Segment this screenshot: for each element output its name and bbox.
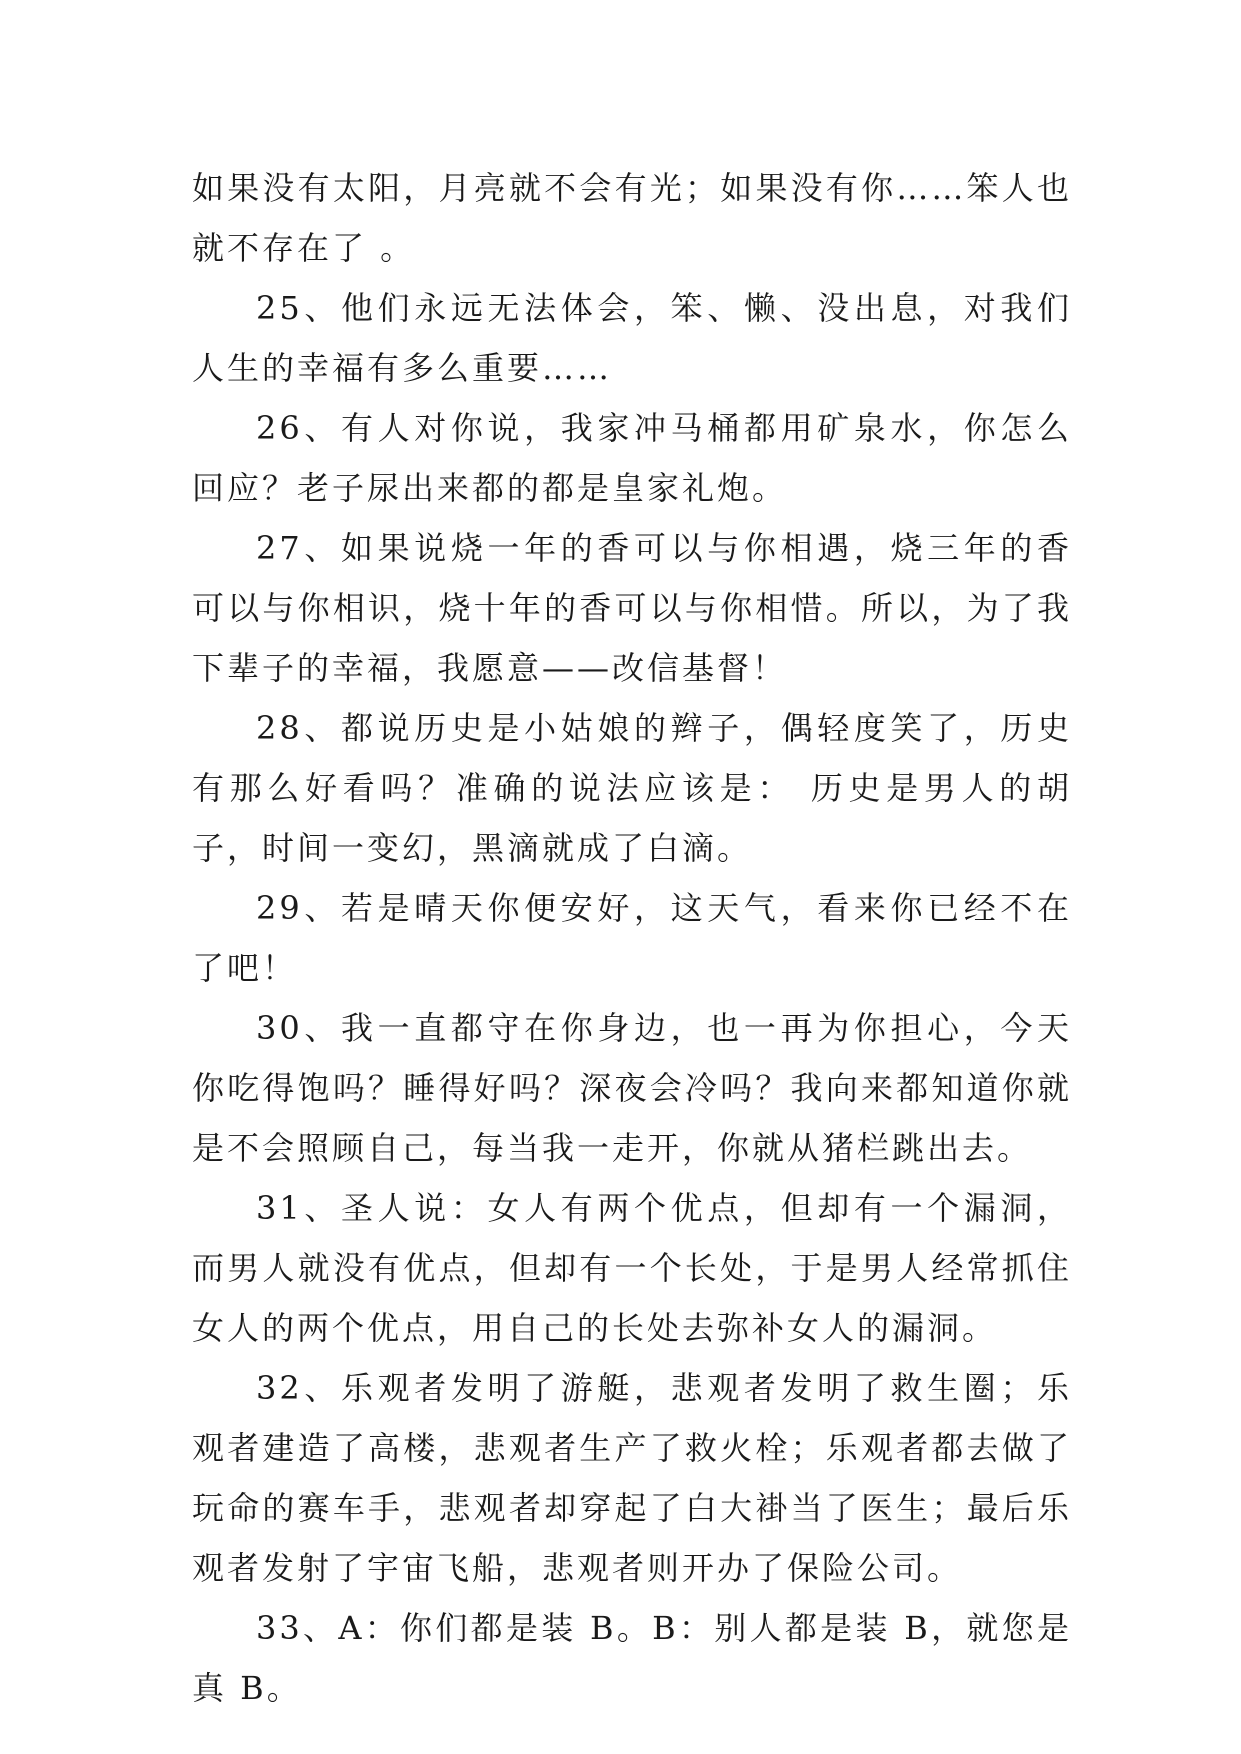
paragraph-25: 25、他们永远无法体会，笨、懒、没出息，对我们人生的幸福有多么重要……: [192, 289, 1072, 387]
paragraph-30: 30、我一直都守在你身边，也一再为你担心，今天你吃得饱吗？睡得好吗？深夜会冷吗？我向来都知道你就是不会照顾自己，每当我一走开，你就从猪栏跳出去。: [192, 1009, 1072, 1167]
paragraph-26: 26、有人对你说，我家冲马桶都用矿泉水，你怎么回应？老子尿出来都的都是皇家礼炮。: [192, 409, 1072, 507]
paragraph-31: 31、圣人说：女人有两个优点，但却有一个漏洞，而男人就没有优点，但却有一个长处，于是男人经常抓住女人的两个优点，用自己的长处去弥补女人的漏洞。: [192, 1189, 1072, 1347]
paragraph-33: 33、A：你们都是装 B。B：别人都是装 B，就您是真 B。: [192, 1609, 1072, 1707]
paragraph-29: 29、若是晴天你便安好，这天气，看来你已经不在了吧！: [192, 889, 1072, 987]
paragraph-32: 32、乐观者发明了游艇，悲观者发明了救生圈；乐观者建造了高楼，悲观者生产了救火栓；乐观者都去做了玩命的赛车手，悲观者却穿起了白大褂当了医生；最后乐观者发射了宇宙飞船，悲观者则开办了保险公司。: [192, 1369, 1072, 1587]
document-body: [192, 158, 1072, 1718]
paragraph-intro: 如果没有太阳，月亮就不会有光；如果没有你……笨人也就不存在了 。: [192, 169, 1072, 267]
paragraph-27: 27、如果说烧一年的香可以与你相遇，烧三年的香可以与你相识，烧十年的香可以与你相惜。所以，为了我下辈子的幸福，我愿意——改信基督！: [192, 529, 1072, 687]
paragraph-28: 28、都说历史是小姑娘的辫子，偶轻度笑了，历史有那么好看吗？准确的说法应该是： 历史是男人的胡子，时间一变幻，黑滴就成了白滴。: [192, 709, 1072, 867]
